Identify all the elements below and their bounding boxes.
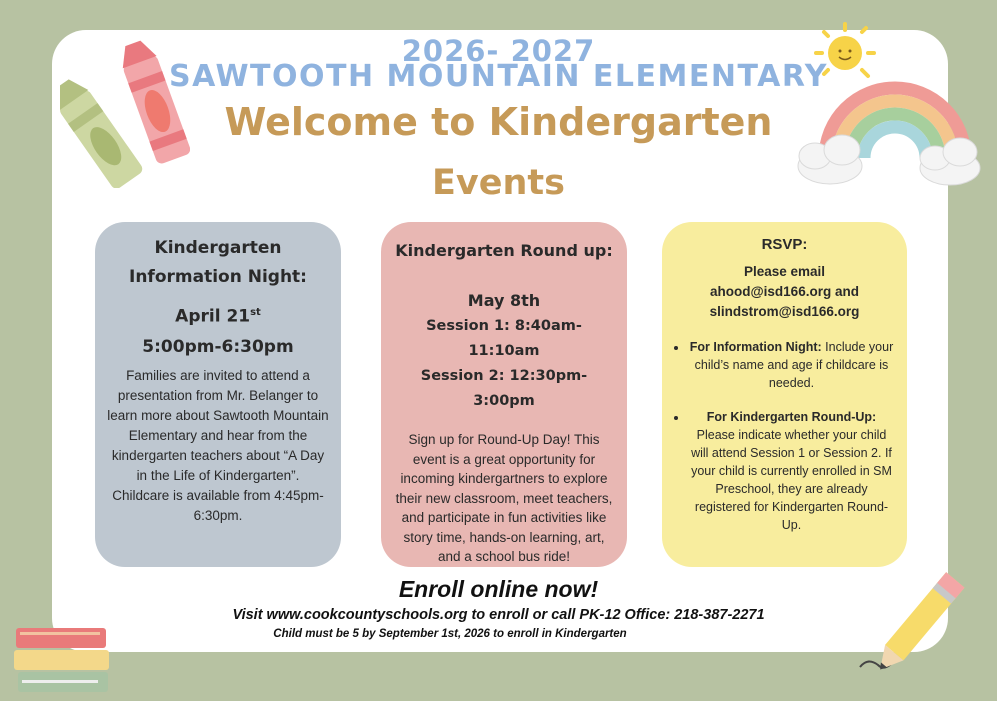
info-night-time: 5:00pm-6:30pm	[142, 336, 294, 357]
round-up-description: Sign up for Round-Up Day! This event is a great opportunity for incoming kindergartners to explore their new classroom, meet teachers, and participate in fun activities like story time, hands-on learning, art, and a school bus ride!	[395, 432, 613, 564]
email-link-ahood[interactable]: ahood@isd166.org	[710, 284, 832, 299]
events-heading: Events	[432, 163, 565, 203]
school-name: SAWTOOTH MOUNTAIN ELEMENTARY	[168, 59, 829, 94]
school-year: 2026- 2027	[401, 34, 596, 68]
rsvp-instructions	[674, 338, 895, 534]
rsvp-title: RSVP:	[761, 236, 808, 253]
info-night-childcare: Childcare is available from 4:45pm-6:30pm.	[112, 487, 324, 523]
enroll-instructions: Visit www.cookcountyschools.org to enroll or call PK-12 Office: 218-387-2271	[232, 607, 765, 623]
rsvp-card	[662, 222, 907, 567]
round-up-date: May 8th	[467, 291, 541, 310]
age-requirement-note: Child must be 5 by September 1st, 2026 to enroll in Kindergarten	[273, 628, 627, 640]
books-icon	[8, 622, 118, 701]
list-item: • For Kindergarten Round-Up: Please indicate whether your child will attend Session 1 or Session 2. If your child is currently enrolled in SM Preschool, they are already registered for Kindergarten Round-Up.	[688, 408, 895, 534]
info-night-card	[95, 222, 341, 567]
round-up-session-1: Session 1: 8:40am-11:10am	[426, 318, 582, 359]
info-night-title: Kindergarten Information Night:	[129, 238, 307, 287]
rsvp-emails: Please email ahood@isd166.org and slindstrom@isd166.org	[709, 264, 860, 319]
welcome-heading: Welcome to Kindergarten	[224, 100, 773, 144]
enroll-heading: Enroll online now!	[398, 576, 599, 602]
info-night-date: April 21st 5:00pm-6:30pm	[107, 298, 329, 362]
round-up-card	[381, 222, 627, 567]
round-up-session-2: Session 2: 12:30pm-3:00pm	[420, 368, 588, 409]
list-item: • For Information Night: Include your child’s name and age if childcare is needed.	[688, 338, 895, 392]
rainbow-icon	[790, 18, 985, 198]
round-up-title: Kindergarten Round up:	[395, 241, 613, 260]
pencil-icon	[850, 572, 975, 682]
email-link-slindstrom[interactable]: slindstrom@isd166.org	[709, 304, 860, 319]
info-night-description: Families are invited to attend a presentation from Mr. Belanger to learn more about Sawtooth Mountain Elementary and hear from the kindergarten teachers about “A Day in the Life of Kindergarten”. Childcare is available from 4:45pm-6:30pm.	[107, 366, 329, 526]
